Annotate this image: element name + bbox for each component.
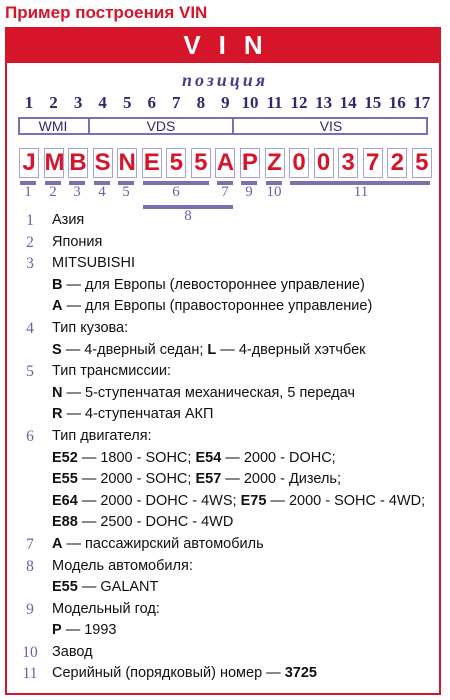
legend-item xyxy=(20,620,440,642)
legend-desc: — для Европы (левостороннее управление) xyxy=(62,276,365,293)
vin-char: M xyxy=(44,149,65,176)
legend-code: E75 xyxy=(240,492,267,509)
position-number: 9 xyxy=(221,93,230,112)
legend-text xyxy=(52,469,341,491)
vin-char: 5 xyxy=(166,148,186,178)
vin-char: 7 xyxy=(363,148,383,178)
group-number: 1 xyxy=(24,184,32,200)
legend-item xyxy=(20,577,440,599)
legend-desc: Модель автомобиля: xyxy=(52,557,193,574)
legend-desc: Завод xyxy=(52,643,93,660)
position-number: 1 xyxy=(24,93,34,112)
legend-code: P xyxy=(52,622,62,639)
legend-item xyxy=(20,340,440,362)
legend-text xyxy=(52,620,117,642)
position-number: 7 xyxy=(172,93,181,112)
legend-item xyxy=(20,383,440,405)
legend-text xyxy=(52,318,128,340)
legend-item xyxy=(20,232,440,254)
legend-code: B xyxy=(52,276,63,293)
legend-item xyxy=(20,275,440,297)
legend-code: R xyxy=(52,406,63,423)
vin-char: S xyxy=(94,149,111,176)
legend-code: E64 xyxy=(52,492,78,509)
legend-item xyxy=(20,642,440,664)
legend-number: 5 xyxy=(26,363,34,381)
legend-desc: MITSUBISHI xyxy=(52,255,135,272)
vin-char: A xyxy=(216,149,235,176)
vin-char: Z xyxy=(265,148,285,178)
vin-char: J xyxy=(19,148,39,178)
section-wmi: WMI xyxy=(38,118,68,134)
legend-desc: — 4-дверный хэтчбек xyxy=(216,341,366,358)
legend-desc: — 4-ступенчатая АКП xyxy=(62,406,214,423)
position-number: 6 xyxy=(147,93,156,112)
legend-text xyxy=(52,577,158,599)
legend-desc: — 2500 - DOHC - 4WD xyxy=(77,514,234,531)
section-vis: VIS xyxy=(319,118,343,134)
legend-number: 1 xyxy=(26,212,34,229)
position-number: 2 xyxy=(49,93,58,112)
legend-text xyxy=(52,642,93,664)
legend-text xyxy=(52,275,365,297)
vin-char: 0 xyxy=(289,148,309,178)
legend-code: E55 xyxy=(52,471,78,488)
position-number: 4 xyxy=(98,93,107,112)
legend-desc: Модельный год: xyxy=(52,600,160,617)
legend-desc: — 1800 - SOHC; xyxy=(77,449,196,466)
legend-desc: Япония xyxy=(52,233,103,250)
position-number: 16 xyxy=(388,93,406,112)
legend-code: E54 xyxy=(195,449,222,466)
legend-desc: — 2000 - SOHC - 4WD; xyxy=(266,492,426,509)
position-number: 3 xyxy=(73,93,83,112)
legend-text xyxy=(52,404,213,426)
legend-code: L xyxy=(207,341,217,358)
legend-number: 4 xyxy=(26,319,34,337)
group-number: 4 xyxy=(98,184,106,200)
position-number: 11 xyxy=(266,93,283,112)
legend-item xyxy=(20,512,440,534)
page-title: Пример построения VIN xyxy=(5,3,208,22)
legend-desc: Тип трансмиссии: xyxy=(52,363,172,380)
legend-code: 3725 xyxy=(284,665,317,682)
legend-number: 10 xyxy=(22,643,38,661)
legend-item xyxy=(20,404,440,426)
group-number: 8 xyxy=(184,208,192,224)
legend-text xyxy=(52,556,193,578)
legend-desc: Азия xyxy=(52,212,85,228)
legend-text xyxy=(52,512,233,534)
vin-char: 2 xyxy=(387,148,407,178)
legend-item xyxy=(20,318,440,340)
legend-text xyxy=(52,210,84,232)
legend-text xyxy=(52,232,102,254)
position-number: 5 xyxy=(122,93,132,112)
vin-char: 5 xyxy=(191,148,211,178)
group-number: 10 xyxy=(266,184,282,200)
legend-item xyxy=(20,210,440,232)
legend-code: E57 xyxy=(195,471,222,488)
position-label: позиция xyxy=(181,70,269,90)
legend-desc: — 2000 - DOHC; xyxy=(221,449,336,466)
legend-text xyxy=(52,361,171,383)
legend-desc: — GALANT xyxy=(77,579,159,596)
legend-text xyxy=(52,448,336,470)
legend-number: 2 xyxy=(26,233,34,251)
legend-code: S xyxy=(52,341,62,358)
legend-text xyxy=(52,599,160,621)
legend-text xyxy=(52,253,135,275)
legend-item xyxy=(20,361,440,383)
legend-desc: Тип кузова: xyxy=(52,319,129,336)
vin-banner: VIN xyxy=(5,27,441,63)
legend-text xyxy=(52,663,317,685)
section-vds: VDS xyxy=(146,118,176,134)
vin-char: 5 xyxy=(412,148,432,178)
legend-item xyxy=(20,556,440,578)
legend-number: 3 xyxy=(26,255,34,273)
legend-text xyxy=(52,534,264,556)
vin-char: P xyxy=(241,149,258,176)
legend-desc: — 2000 - Дизель; xyxy=(221,471,342,488)
legend-code: N xyxy=(52,384,63,401)
position-number: 8 xyxy=(196,93,206,112)
legend-item xyxy=(20,491,440,513)
legend-number: 7 xyxy=(26,535,34,553)
legend-item xyxy=(20,663,440,685)
legend-desc: — 2000 - DOHC - 4WS; xyxy=(77,492,241,509)
legend-desc: — для Европы (правостороннее управление) xyxy=(62,298,373,315)
group-number: 9 xyxy=(245,184,253,200)
group-number: 5 xyxy=(122,184,130,200)
legend-text xyxy=(52,491,425,513)
legend-text xyxy=(52,426,152,448)
legend-text xyxy=(52,296,372,318)
legend-desc: — 1993 xyxy=(61,622,117,639)
legend-desc: — пассажирский автомобиль xyxy=(62,535,264,552)
legend-item xyxy=(20,296,440,318)
legend-code: A xyxy=(52,535,63,552)
legend-desc: Тип двигателя: xyxy=(52,427,152,444)
vin-char: B xyxy=(69,149,87,176)
legend-code: A xyxy=(52,298,63,315)
group-number: 11 xyxy=(353,184,369,200)
position-number: 13 xyxy=(315,93,333,112)
position-number: 14 xyxy=(339,93,357,112)
position-number: 10 xyxy=(241,93,259,112)
position-number: 12 xyxy=(290,93,308,112)
vin-char: N xyxy=(118,149,136,176)
legend-item xyxy=(20,469,440,491)
legend-code: E52 xyxy=(52,449,78,466)
legend-list xyxy=(20,210,440,685)
vin-char: 0 xyxy=(314,148,334,178)
vin-char: E xyxy=(143,149,160,176)
legend-desc: — 5-ступенчатая механическая, 5 передач xyxy=(62,384,355,401)
legend-item xyxy=(20,253,440,275)
legend-text xyxy=(52,340,365,362)
group-number: 7 xyxy=(221,184,229,200)
legend-item xyxy=(20,426,440,448)
legend-desc: — 2000 - SOHC; xyxy=(77,471,196,488)
legend-item xyxy=(20,448,440,470)
group-number: 6 xyxy=(172,184,180,200)
legend-number: 8 xyxy=(26,557,34,575)
vin-char: 3 xyxy=(338,148,358,178)
legend-number: 6 xyxy=(26,427,34,445)
legend-text xyxy=(52,383,355,405)
legend-item xyxy=(20,599,440,621)
legend-number: 9 xyxy=(26,600,34,618)
legend-desc: — 4-дверный седан; xyxy=(61,341,208,358)
group-number: 2 xyxy=(49,184,57,200)
legend-number: 11 xyxy=(22,665,38,683)
group-number: 3 xyxy=(73,184,81,200)
position-number: 17 xyxy=(413,93,431,112)
position-number: 15 xyxy=(364,93,382,112)
legend-item xyxy=(20,534,440,556)
legend-code: E88 xyxy=(52,514,78,531)
legend-desc: Серийный (порядковый) номер — xyxy=(52,665,285,682)
legend-code: E55 xyxy=(52,579,78,596)
